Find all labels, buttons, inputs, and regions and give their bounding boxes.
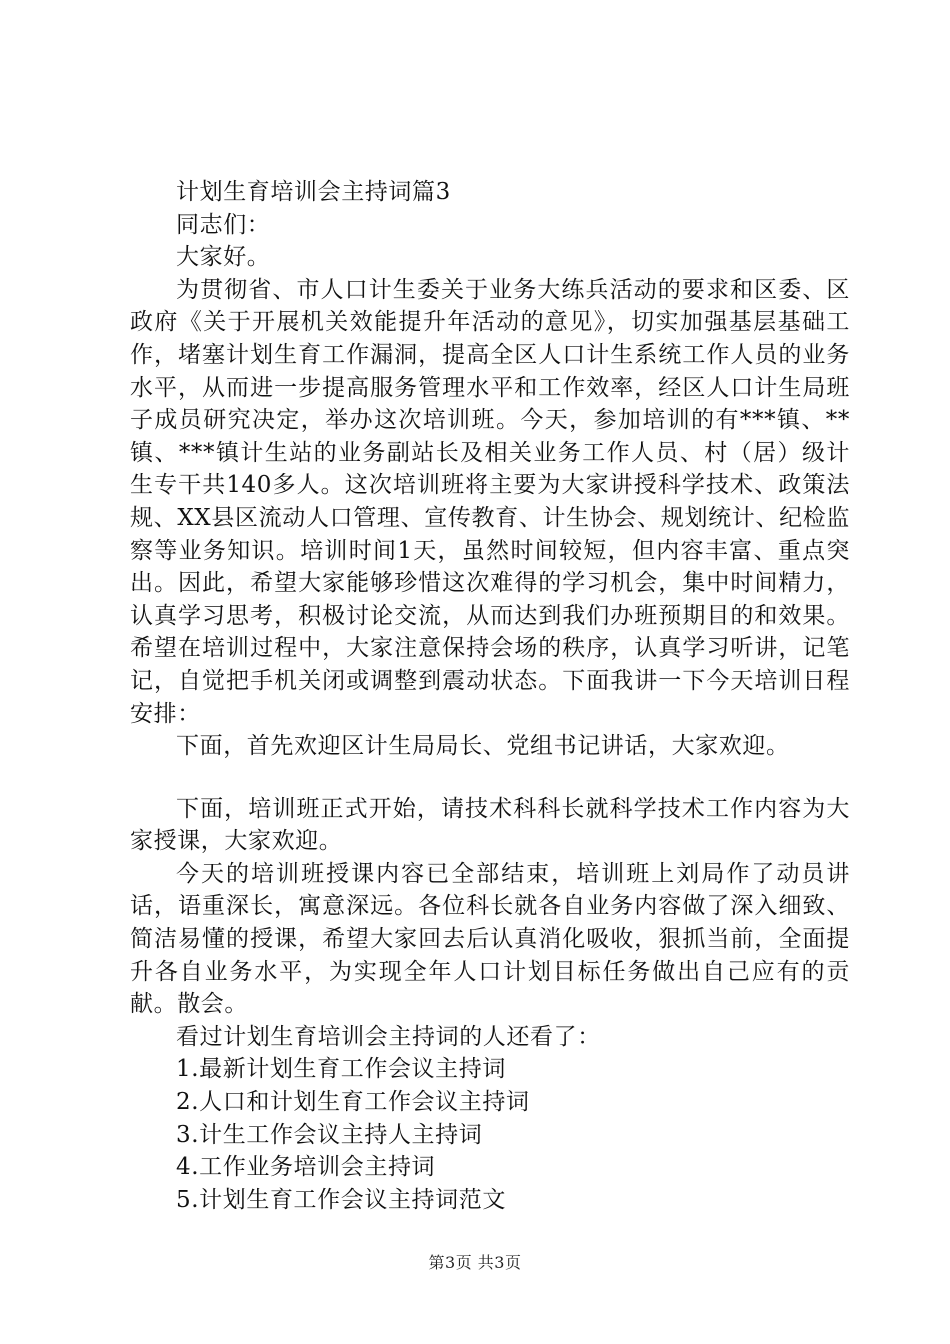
related-link-5[interactable]: 5.计划生育工作会议主持词范文 — [176, 1186, 506, 1213]
related-link-4[interactable]: 4.工作业务培训会主持词 — [176, 1154, 436, 1181]
paragraph-training-start: 下面，培训班正式开始，请技术科科长就科学技术工作内容为大家授课，大家欢迎。 — [130, 795, 850, 855]
greeting: 大家好。 — [176, 244, 271, 271]
related-heading: 看过计划生育培训会主持词的人还看了： — [176, 1023, 601, 1050]
document-body — [130, 176, 850, 1216]
related-link-2[interactable]: 2.人口和计划生育工作会议主持词 — [176, 1089, 530, 1116]
salutation: 同志们： — [176, 211, 271, 238]
related-link-3[interactable]: 3.计生工作会议主持人主持词 — [176, 1121, 483, 1148]
paragraph-closing: 今天的培训班授课内容已全部结束，培训班上刘局作了动员讲话，语重深长，寓意深远。各位科长就各自业务内容做了深入细致、简洁易懂的授课，希望大家回去后认真消化吸收，狠抓当前，全面提升各自业务水平，为实现全年人口计划目标任务做出自己应有的贡献。散会。 — [130, 860, 850, 1018]
paragraph-welcome-speech: 下面，首先欢迎区计生局局长、党组书记讲话，大家欢迎。 — [176, 733, 790, 760]
document-title: 计划生育培训会主持词篇3 — [176, 179, 451, 205]
related-link-1[interactable]: 1.最新计划生育工作会议主持词 — [176, 1056, 506, 1083]
paragraph-intro: 为贯彻省、市人口计生委关于业务大练兵活动的要求和区委、区政府《关于开展机关效能提升年活动的意见》，切实加强基层基础工作，堵塞计划生育工作漏洞，提高全区人口计生系统工作人员的业务水平，从而进一步提高服务管理水平和工作效率，经区人口计生局班子成员研究决定，举办这次培训班。今天，参加培训的有***镇、**镇、***镇计生站的业务副站长及相关业务工作人员、村（居）级计生专干共140多人。这次培训班将主要为大家讲授科学技术、政策法规、XX县区流动人口管理、宣传教育、计生协会、规划统计、纪检监察等业务知识。培训时间1天，虽然时间较短，但内容丰富、重点突出。因此，希望大家能够珍惜这次难得的学习机会，集中时间精力，认真学习思考，积极讨论交流，从而达到我们办班预期目的和效果。希望在培训过程中，大家注意保持会场的秩序，认真学习听讲，记笔记，自觉把手机关闭或调整到震动状态。下面我讲一下今天培训日程安排： — [130, 276, 850, 727]
page-number-footer: 第3页 共3页 — [428, 1253, 522, 1272]
